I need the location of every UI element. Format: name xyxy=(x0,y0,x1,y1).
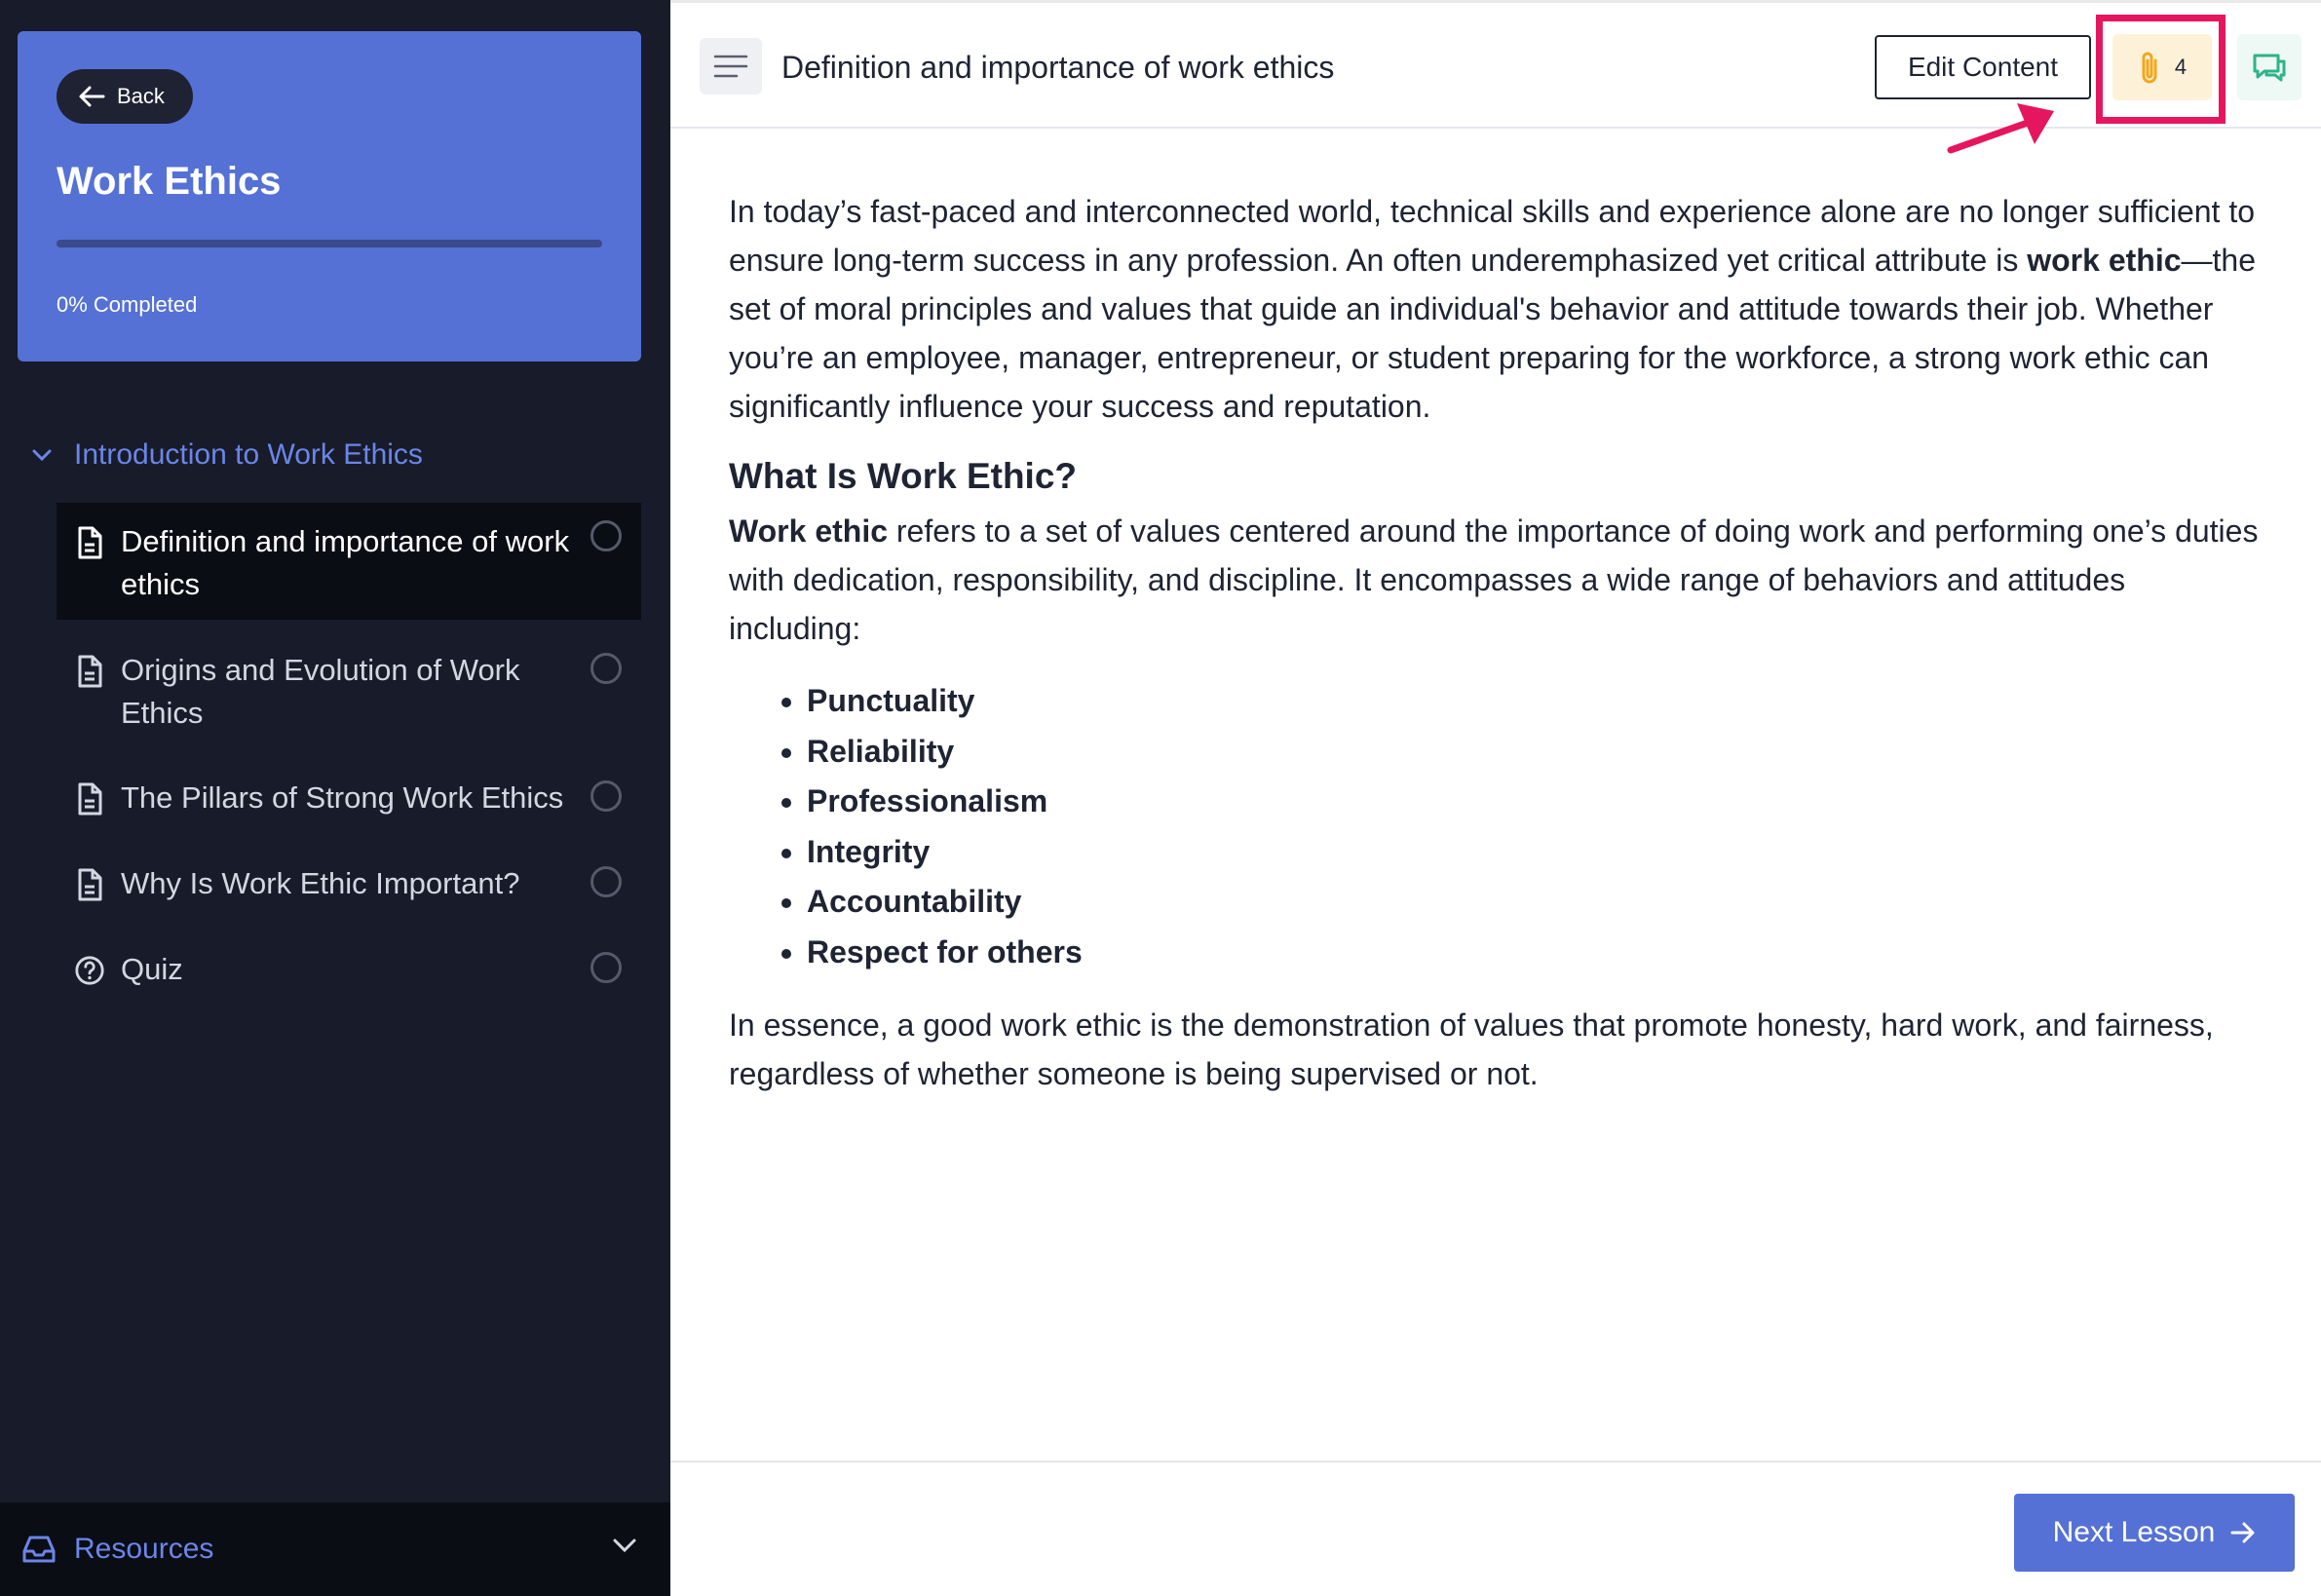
completion-circle xyxy=(590,520,622,551)
completion-circle xyxy=(590,866,622,897)
inbox-icon xyxy=(21,1534,57,1565)
page-title: Definition and importance of work ethics xyxy=(781,50,1335,85)
list-item: • Punctuality xyxy=(807,676,2261,727)
lesson-content xyxy=(729,187,2261,1098)
annotation-arrow-icon xyxy=(1945,94,2062,162)
list-item: • Integrity xyxy=(807,827,2261,878)
text-segment: refers to a set of values centered around the importance of doing work and performing one’s duties with dedication, responsibility, and discipline. It encompasses a wide range of behaviors and attitudes including: xyxy=(729,513,2259,646)
definition-paragraph xyxy=(729,507,2261,653)
lesson-item-pillars[interactable] xyxy=(57,777,641,819)
highlight-annotation-box xyxy=(2096,15,2226,124)
lesson-item-quiz[interactable] xyxy=(57,948,641,991)
document-icon xyxy=(74,526,105,559)
lesson-label: The Pillars of Strong Work Ethics xyxy=(121,780,564,815)
document-icon xyxy=(74,782,105,816)
back-label: Back xyxy=(117,84,165,108)
sidebar xyxy=(0,0,670,1596)
question-circle-icon xyxy=(74,954,105,987)
intro-paragraph xyxy=(729,187,2261,431)
resources-toggle[interactable] xyxy=(0,1502,670,1596)
lesson-label: Origins and Evolution of Work Ethics xyxy=(121,653,520,730)
next-lesson-button[interactable] xyxy=(2014,1494,2295,1572)
lesson-item-origins[interactable] xyxy=(57,649,641,735)
traits-list xyxy=(807,676,2261,977)
list-item: • Professionalism xyxy=(807,777,2261,827)
document-icon xyxy=(74,868,105,901)
lesson-label: Quiz xyxy=(121,952,183,986)
menu-toggle-button[interactable] xyxy=(700,38,762,95)
list-item: • Reliability xyxy=(807,727,2261,778)
section-header-introduction[interactable] xyxy=(31,438,423,472)
summary-paragraph: In essence, a good work ethic is the demonstration of values that promote honesty, hard work, and fairness, regardless of whether someone is being supervised or not. xyxy=(729,1007,2214,1091)
course-card xyxy=(18,31,641,361)
attachments-count: 4 xyxy=(2174,55,2188,79)
completion-circle xyxy=(590,653,622,684)
completion-circle xyxy=(590,952,622,983)
progress-label: 0% Completed xyxy=(57,292,198,317)
next-lesson-label: Next Lesson xyxy=(2052,1516,2216,1548)
lesson-footer xyxy=(670,1461,2321,1596)
lesson-item-definition[interactable] xyxy=(57,503,641,620)
list-item: • Respect for others xyxy=(807,928,2261,978)
back-button[interactable] xyxy=(57,69,193,124)
document-icon xyxy=(74,655,105,688)
arrow-left-icon xyxy=(78,85,105,108)
lesson-label: Definition and importance of work ethics xyxy=(121,524,570,601)
chevron-down-icon xyxy=(612,1538,637,1553)
text-segment: In today’s fast-paced and interconnected world, technical skills and experience alone are no longer sufficient to ensure long-term success in any profession. An often underemphasized yet critical attribute is xyxy=(729,194,2255,278)
comments-button[interactable] xyxy=(2237,34,2302,100)
course-title: Work Ethics xyxy=(57,160,282,203)
chevron-down-icon xyxy=(31,448,53,462)
lesson-header xyxy=(670,0,2321,129)
text-segment: —the set of moral principles and values that guide an individual's behavior and attitude towards their job. Whether you’re an employee, manager, entrepreneur, or student preparing for the workforce, a strong work ethic can significantly influence your success and reputation. xyxy=(729,243,2256,424)
list-item: • Accountability xyxy=(807,877,2261,928)
lesson-item-importance[interactable] xyxy=(57,862,641,905)
chat-icon xyxy=(2251,52,2288,83)
section-title: Introduction to Work Ethics xyxy=(74,438,423,471)
edit-content-button[interactable]: Edit Content xyxy=(1875,35,2091,99)
section-heading: What Is Work Ethic? xyxy=(729,456,1078,496)
arrow-right-icon xyxy=(2230,1521,2256,1544)
bold-term: Work ethic xyxy=(729,513,888,549)
bold-term: work ethic xyxy=(2027,243,2182,278)
menu-icon xyxy=(713,54,748,79)
progress-bar xyxy=(57,240,602,247)
lesson-label: Why Is Work Ethic Important? xyxy=(121,866,520,900)
resources-label: Resources xyxy=(74,1533,214,1565)
completion-circle xyxy=(590,780,622,812)
